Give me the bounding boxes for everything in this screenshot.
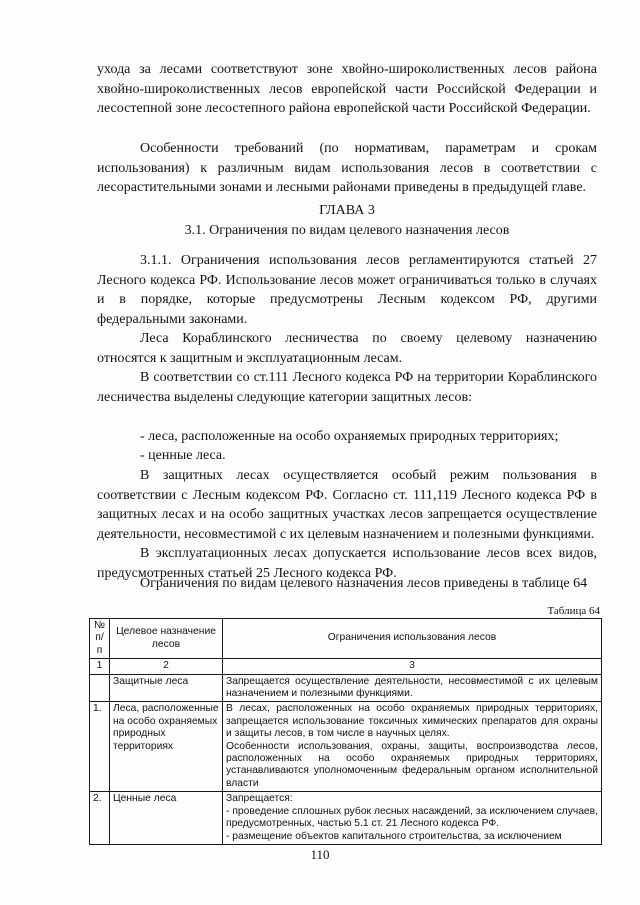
paragraph-table-reference: Ограничения по видам целевого назначения лесов приведены в таблице 64: [140, 576, 588, 591]
row-purpose: Защитные леса: [110, 674, 223, 702]
list-item-protected-territories: - леса, расположенные на особо охраняемых природных территориях;: [140, 429, 559, 444]
row-restrictions: [223, 702, 602, 792]
page-number: 110: [310, 847, 330, 862]
header-num: № п/п: [90, 619, 110, 659]
table-row: [90, 792, 602, 845]
header-restrictions: Ограничения использования лесов: [223, 619, 602, 659]
restriction-text: Запрещается:: [226, 793, 293, 805]
row-num: 2.: [90, 792, 110, 845]
row-num: 1.: [90, 702, 110, 792]
chapter-title: ГЛАВА 3: [319, 203, 375, 218]
paragraph-forest-purpose: Леса Кораблинского лесничества по своему целевому назначению относятся к защитным и эксплуатационным лесам.: [97, 331, 597, 366]
section-title: 3.1. Ограничения по видам целевого назначения лесов: [184, 223, 510, 238]
paragraph-3-1-1: 3.1.1. Ограничения использования лесов регламентируются статьей 27 Лесного кодекса РФ. Использование лесов может ограничиваться только в случаях и в порядке, которые предусмотрены Лесным кодексом РФ, другими федеральными законами.: [97, 253, 597, 327]
restrictions-table: [89, 618, 602, 845]
column-number: 2: [110, 659, 223, 674]
list-item-valuable-forests: - ценные леса.: [140, 448, 226, 463]
row-purpose: Леса, расположенные на особо охраняемых природных территориях: [110, 702, 223, 792]
table-caption: Таблица 64: [547, 605, 600, 617]
row-num: [90, 674, 110, 702]
table-column-numbers-row: [90, 659, 602, 674]
restriction-text: - размещение объектов капитального строительства, за исключением: [226, 830, 562, 842]
restriction-text: В лесах, расположенных на особо охраняемых природных территориях, запрещается использование токсичных химических препаратов для охраны и защиты лесов, в том числе в научных целях.: [226, 703, 598, 740]
restriction-text: - проведение сплошных рубок лесных насаждений, за исключением случаев, предусмотренных, частью 5.1 ст. 21 Лесного кодекса РФ.: [226, 805, 598, 830]
paragraph-article-111: В соответствии со ст.111 Лесного кодекса РФ на территории Кораблинского лесничества выделены следующие категории защитных лесов:: [97, 370, 597, 405]
table-row: [90, 674, 602, 702]
column-number: 3: [223, 659, 602, 674]
restriction-text: Запрещается осуществление деятельности, несовместимой с их целевым назначением и полезными функциями.: [226, 675, 598, 700]
row-restrictions: [223, 792, 602, 845]
table-row: [90, 702, 602, 792]
paragraph-requirements: Особенности требований (по нормативам, параметрам и срокам использования) к различным видам использования лесов в соответствии с лесорастительными зонами и лесными районами приведены в предыдущей главе.: [97, 141, 597, 195]
paragraph-intro-continuation: ухода за лесами соответствуют зоне хвойно-широколиственных лесов района хвойно-широколиственных лесов европейской части Российской Федерации и лесостепной зоне лесостепного района европейской части Российской Федерации.: [97, 62, 597, 116]
header-purpose: Целевое назначение лесов: [110, 619, 223, 659]
column-number: 1: [90, 659, 110, 674]
row-purpose: Ценные леса: [110, 792, 223, 845]
row-restrictions: [223, 674, 602, 702]
paragraph-exploitation: В эксплуатационных лесах допускается использование лесов всех видов, предусмотренных статьей 25 Лесного кодекса РФ.: [97, 546, 597, 581]
restriction-text: Особенности использования, охраны, защиты, воспроизводства лесов, расположенных на особо охраняемых природных территориях, устанавливаются уполномоченным федеральным органом исполнительной власти: [226, 740, 598, 789]
paragraph-protective-regime: В защитных лесах осуществляется особый режим пользования в соответствии с Лесным кодексом РФ. Согласно ст. 111,119 Лесного кодекса РФ в защитных лесах и на особо защитных участках лесов запрещается осуществление деятельности, несовместимой с их целевым назначением и полезными функциями.: [97, 468, 597, 542]
table-header-row: [90, 619, 602, 659]
